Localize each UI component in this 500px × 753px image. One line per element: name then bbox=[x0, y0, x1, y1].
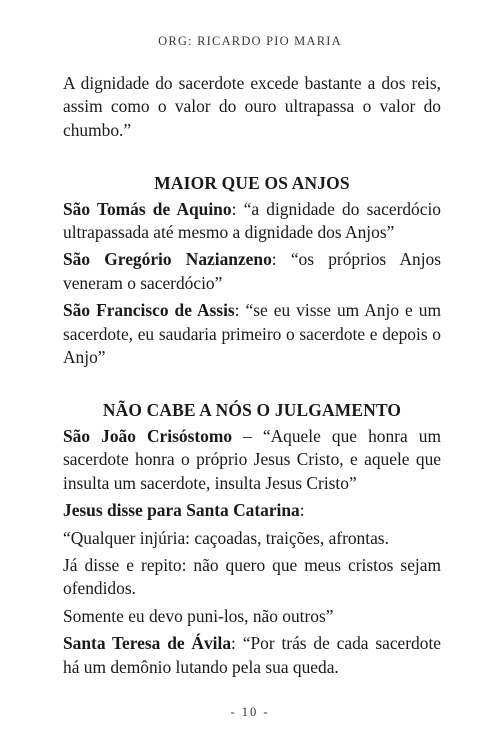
quote-tomas bbox=[63, 198, 441, 245]
jesus-heading-text: Jesus disse para Santa Catarina bbox=[63, 500, 300, 521]
quote-text: “a dignidade do sacerdócio ultrapassada até mesmo a dignidade dos Anjos” bbox=[63, 198, 441, 243]
quote-text: “se eu visse um Anjo e um sacerdote, eu saudaria primeiro o sacerdote e depois o Anjo” bbox=[63, 300, 441, 368]
quote-author: Santa Teresa de Ávila bbox=[63, 633, 232, 654]
running-header: ORG: RICARDO PIO MARIA bbox=[158, 34, 342, 48]
quote-text: – “Aquele que honra um sacerdote honra o próprio Jesus Cristo, e aquele que insulta um sacerdote, insulta Jesus Cristo” bbox=[63, 425, 441, 493]
quote-crisostomo bbox=[63, 425, 441, 495]
quote-text: “os próprios Anjos veneram o sacerdócio” bbox=[63, 249, 441, 293]
section-title-julgamento: NÃO CABE A NÓS O JULGAMENTO bbox=[102, 400, 402, 421]
quote-separator: : bbox=[231, 198, 237, 219]
jesus-line: “Qualquer injúria: caçoadas, traições, afrontas. bbox=[63, 527, 389, 548]
section-title-anjos: MAIOR QUE OS ANJOS bbox=[154, 173, 350, 194]
quote-separator: : bbox=[271, 249, 277, 270]
quote-text: “Por trás de cada sacerdote há um demônio lutando pela sua queda. bbox=[63, 633, 441, 677]
jesus-line: Já disse e repito: não quero que meus cristos sejam ofendidos. bbox=[63, 554, 441, 599]
jesus-line: Somente eu devo puni-los, não outros” bbox=[63, 605, 334, 626]
quote-separator: : bbox=[234, 300, 240, 321]
quote-author: São Tomás de Aquino bbox=[63, 198, 232, 219]
jesus-heading bbox=[63, 499, 441, 522]
page-number: - 10 - bbox=[230, 705, 270, 719]
intro-paragraph: A dignidade do sacerdote excede bastante a dos reis, assim como o valor do ouro ultrapassa o valor do chumbo.” bbox=[63, 73, 441, 140]
quote-author: São Francisco de Assis bbox=[63, 300, 235, 321]
jesus-heading-colon: : bbox=[299, 500, 305, 521]
quote-separator: : bbox=[231, 633, 236, 654]
quote-author: São Gregório Nazianzeno bbox=[63, 249, 272, 270]
quote-francisco bbox=[63, 299, 441, 369]
quote-gregorio bbox=[63, 248, 441, 295]
quote-teresa bbox=[63, 632, 441, 679]
page-content bbox=[63, 72, 441, 679]
quote-author: São João Crisóstomo bbox=[63, 425, 233, 446]
